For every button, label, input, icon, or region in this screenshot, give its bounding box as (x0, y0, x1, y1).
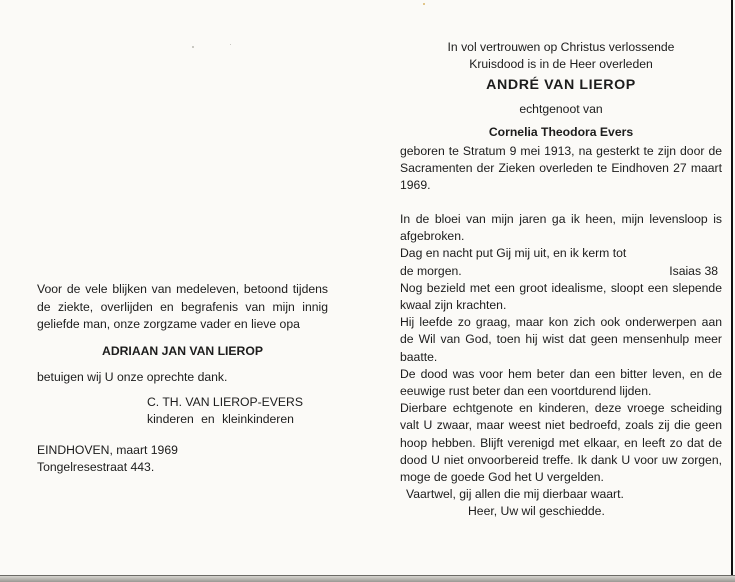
signatory: C. TH. VAN LIEROP-EVERS (147, 394, 303, 409)
scripture-reference: Isaias 38 (669, 263, 718, 278)
poem-section (400, 211, 722, 521)
card-edge (731, 0, 733, 582)
place-date: EINDHOVEN, maart 1969 (37, 442, 178, 457)
spouse-intro: echtgenoot van (519, 101, 603, 116)
address: Tongelresestraat 443. (37, 460, 155, 474)
paper-speck (423, 3, 425, 5)
poem-paragraph: Hij leefde zo graag, maar kon zich ook onderwerpen aan de Wil van God, toen hij wist dat geen mensenhulp meer baatte. (400, 315, 722, 364)
thank-you-intro: Voor de vele blijken van medeleven, betoond tijdens de ziekte, overlijden en begrafenis van mijn innig geliefde man, onze zorgzame vader en lieve opa (37, 282, 328, 331)
poem-line: de morgen. (400, 263, 462, 278)
poem-paragraph: Dierbare echtgenote en kinderen, deze vroege scheiding valt U zwaar, maar weest niet bedroefd, zoals zij die geen hoop hebben. Blijft verenigd met elkaar, en leeft zo dat de dood U niet onvoorbereid treffe. Ik dank U voor uw zorgen, moge de goede God het U vergelden. (400, 401, 722, 485)
family-line: kinderen en kleinkinderen (147, 412, 294, 426)
paper-speck (230, 44, 231, 45)
poem-paragraph: Dag en nacht put Gij mij uit, en ik kerm tot (400, 246, 627, 261)
paper-speck (192, 46, 194, 48)
header-line-2: Kruisdood is in de Heer overleden (469, 57, 653, 72)
poem-line-with-reference (400, 263, 722, 280)
thank-you-section (37, 281, 328, 477)
header-line-1: In vol vertrouwen op Christus verlossende (447, 40, 675, 54)
poem-paragraph: De dood was voor hem beter dan een bitter leven, en de eeuwige rust beter dan een voortdurend lijden. (400, 366, 722, 399)
poem-paragraph: Nog bezield met een groot idealisme, sloopt een slepende kwaal zijn krachten. (400, 280, 722, 313)
farewell-line: Vaartwel, gij allen die mij dierbaar waart. (406, 487, 624, 502)
poem-paragraph: In de bloei van mijn jaren ga ik heen, mijn levensloop is afgebroken. (400, 212, 722, 244)
closing-line: Heer, Uw wil geschiedde. (468, 504, 605, 519)
deceased-name-right: ANDRÉ VAN LIEROP (486, 77, 636, 94)
spouse-name: Cornelia Theodora Evers (488, 124, 634, 139)
thanks-line: betuigen wij U onze oprechte dank. (37, 370, 228, 384)
bio-text: geboren te Stratum 9 mei 1913, na gesterkt te zijn door de Sacramenten der Zieken overleden te Eindhoven 27 maart 1969. (400, 144, 722, 193)
card-bottom-edge (0, 576, 735, 582)
deceased-name-left: ADRIAAN JAN VAN LIEROP (102, 343, 263, 358)
announcement-header (400, 39, 722, 141)
